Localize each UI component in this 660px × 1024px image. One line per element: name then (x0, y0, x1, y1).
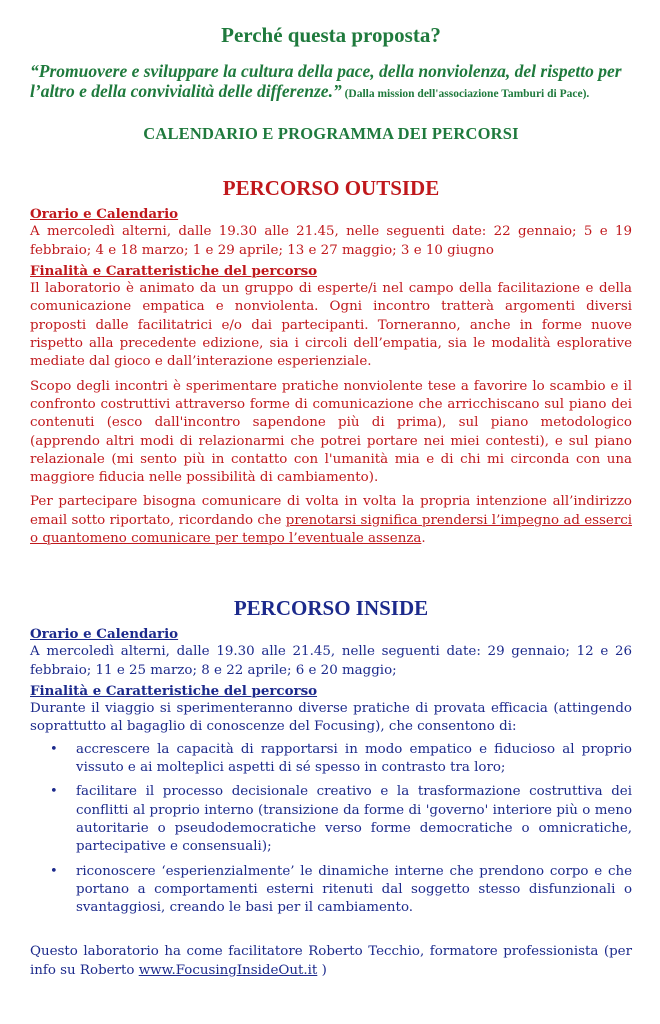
list-item (30, 783, 632, 856)
outside-section (30, 176, 632, 548)
quote-text: “Promuovere e sviluppare la cultura della pace, della nonviolenza, del rispetto per l’altro e della convivialità delle differenze.” (30, 61, 622, 101)
inside-section (30, 596, 632, 980)
inside-purpose-label: Finalità e Caratteristiche del percorso (30, 682, 318, 699)
outside-schedule-text: A mercoledì alterni, dalle 19.30 alle 21.45, nelle seguenti date: 22 gennaio; 5 e 19 febbraio; 4 e 18 marzo; 1 e 29 aprile; 13 e 27 maggio; 3 e 10 giugno (30, 224, 632, 258)
outside-paragraph-3-start: Per partecipare bisogna comunicare di volta in volta la propria intenzione all’indirizzo email sotto riportato, ricordando che (30, 494, 632, 528)
bullet-icon: • (50, 863, 58, 879)
inside-schedule-label: Orario e Calendario (30, 626, 179, 642)
outside-paragraph-3-end: . (421, 531, 426, 547)
quote-source: (Dalla mission dell'associazione Tamburi di Pace). (341, 88, 590, 100)
bullet-icon: • (50, 741, 58, 757)
list-item (30, 741, 632, 778)
inside-heading: PERCORSO INSIDE (233, 596, 429, 620)
facilitator-note (30, 943, 632, 980)
bullet-text: accrescere la capacità di rapportarsi in modo empatico e fiducioso al proprio vissuto e ai molteplici aspetti di sé spesso in contrasto tra loro; (76, 741, 632, 776)
outside-paragraph-1: Il laboratorio è animato da un gruppo di esperte/i nel campo della facilitazione e della comunicazione empatica e nonviolenta. Ogni incontro tratterà argomenti diversi proposti dalle facilitatrici e/o dai partecipanti. Torneranno, anche in forme nuove rispetto alla precedente edizione, sia i circoli dell’empatia, sia le modalità esplorative mediate dal gioco e dall’interazione esperienziale. (30, 281, 632, 370)
list-item (30, 863, 632, 918)
outside-paragraph-3 (30, 493, 632, 548)
bullet-text: facilitare il processo decisionale creativo e la trasformazione costruttiva dei conflitti al proprio interno (transizione da forme di 'governo' interiore più o meno autoritarie o pseudodemocratiche verso forme democratiche o omnicratiche, partecipative e consensuali); (76, 784, 632, 855)
document-page (30, 22, 632, 548)
website-link[interactable]: www.FocusingInsideOut.it (138, 962, 318, 978)
page-title: Perché questa proposta? (221, 23, 441, 47)
outside-paragraph-2: Scopo degli incontri è sperimentare pratiche nonviolente tese a favorire lo scambio e il confronto costruttivi attraverso forme di comunicazione che arricchiscano sul piano dei contenuti (esco dall'incontro sapendone più di prima), sul piano metodologico (apprendo altri modi di relazionarmi che potrei portare nei miei contesti), e sul piano relazionale (mi sento più in contatto con l'umanità mia e di chi mi circonda con una maggiore fiducia nelle possibilità di cambiamento). (30, 378, 632, 486)
calendar-title: CALENDARIO E PROGRAMMA DEI PERCORSI (143, 124, 519, 143)
outside-heading: PERCORSO OUTSIDE (222, 176, 440, 200)
bullet-icon: • (50, 784, 58, 800)
outside-schedule-label: Orario e Calendario (30, 206, 179, 222)
inside-bullet-list (30, 741, 632, 918)
facilitator-end: ) (317, 962, 327, 978)
facilitator-text: Questo laboratorio ha come facilitatore Roberto Tecchio, formatore professionista (per info su Roberto (30, 944, 632, 978)
mission-quote (30, 61, 632, 104)
bullet-text: riconoscere ‘esperienzialmente’ le dinamiche interne che prendono corpo e che portano a comportamenti esterni ritenuti dal soggetto stesso disfunzionali o svantaggiosi, creando le basi per il cambiamento. (76, 863, 632, 916)
inside-schedule-text: A mercoledì alterni, dalle 19.30 alle 21.45, nelle seguenti date: 29 gennaio; 12 e 26 febbraio; 11 e 25 marzo; 8 e 22 aprile; 6 e 20 maggio; (30, 644, 632, 678)
outside-purpose-label: Finalità e Caratteristiche del percorso (30, 262, 318, 279)
inside-intro: Durante il viaggio si sperimenteranno diverse pratiche di provata efficacia (attingendo soprattutto al bagaglio di conoscenze del Focusing), che consentono di: (30, 701, 632, 735)
outside-commitment-note: prenotarsi significa prendersi l’impegno ad esserci o quantomeno comunicare per tempo l’eventuale assenza (30, 512, 632, 547)
